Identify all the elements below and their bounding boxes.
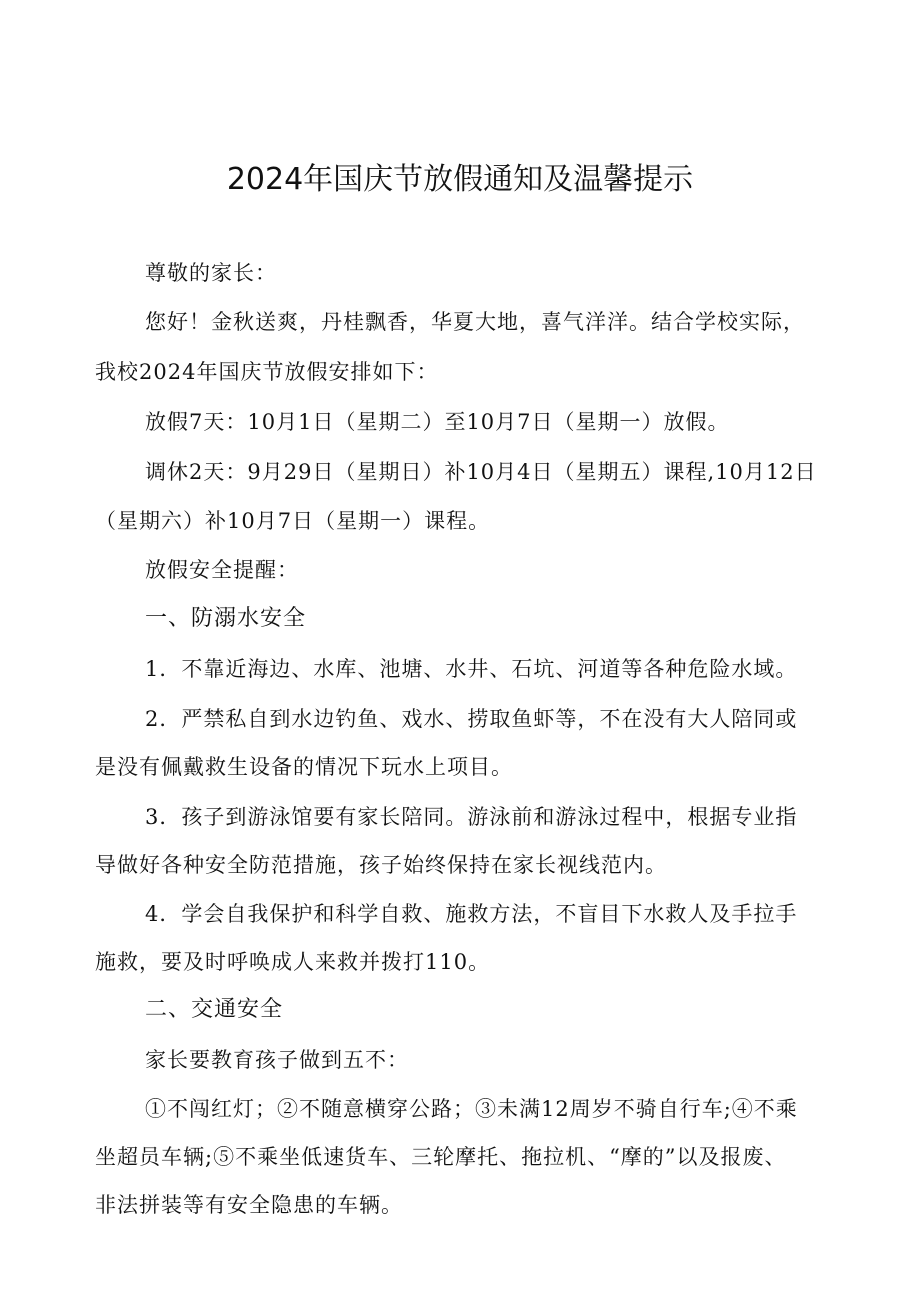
list-item: 4．学会自我保护和科学自救、施救方法，不盲目下水救人及手拉手 <box>145 902 798 926</box>
section-heading-traffic-safety: 二、交通安全 <box>145 997 284 1022</box>
paragraph-line: 非法拼装等有安全隐患的车辆。 <box>95 1193 403 1217</box>
list-item-continuation: 导做好各种安全防范措施，孩子始终保持在家长视线范内。 <box>95 853 667 877</box>
paragraph-line: 坐超员车辆;⑤不乘坐低速货车、三轮摩托、拖拉机、“摩的”以及报废、 <box>95 1145 787 1169</box>
salutation: 尊敬的家长： <box>145 261 277 285</box>
paragraph-line: （星期六）补10月7日（星期一）课程。 <box>95 509 491 533</box>
list-item: 3．孩子到游泳馆要有家长陪同。游泳前和游泳过程中，根据专业指 <box>145 805 798 829</box>
section-heading-water-safety: 一、防溺水安全 <box>145 606 307 631</box>
paragraph-line: 放假安全提醒： <box>145 558 299 582</box>
paragraph-line: 我校2024年国庆节放假安排如下： <box>95 360 439 384</box>
document-title: 2024年国庆节放假通知及温馨提示 <box>226 162 694 197</box>
list-item: 2．严禁私自到水边钓鱼、戏水、捞取鱼虾等，不在没有大人陪同或 <box>145 707 798 731</box>
paragraph-line: 调休2天：9月29日（星期日）补10月4日（星期五）课程,10月12日 <box>145 460 817 484</box>
paragraph-line: ①不闯红灯；②不随意横穿公路；③未满12周岁不骑自行车;④不乘 <box>145 1097 798 1121</box>
paragraph-line: 家长要教育孩子做到五不： <box>145 1048 409 1072</box>
list-item: 1．不靠近海边、水库、池塘、水井、石坑、河道等各种危险水域。 <box>145 657 798 681</box>
paragraph-line: 您好！金秋送爽，丹桂飘香，华夏大地，喜气洋洋。结合学校实际， <box>145 310 805 334</box>
paragraph-line: 放假7天：10月1日（星期二）至10月7日（星期一）放假。 <box>145 410 730 434</box>
list-item-continuation: 是没有佩戴救生设备的情况下玩水上项目。 <box>95 755 513 779</box>
list-item-continuation: 施救，要及时呼唤成人来救并拨打110。 <box>95 950 491 974</box>
